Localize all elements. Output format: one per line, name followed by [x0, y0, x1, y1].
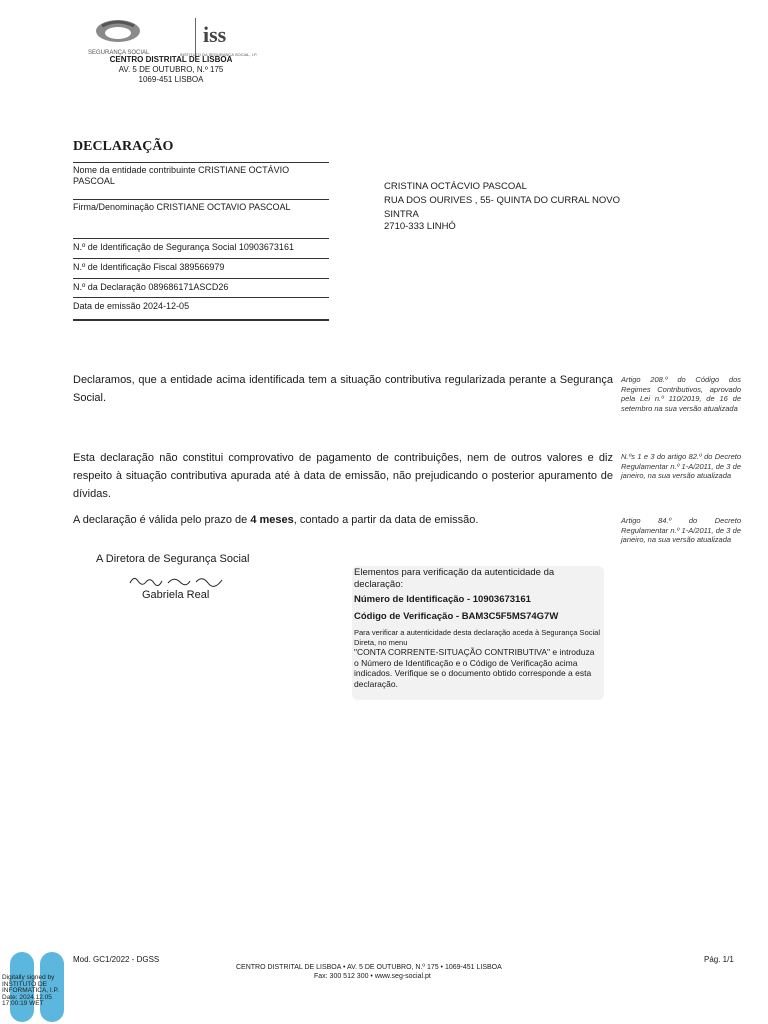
center-name: CENTRO DISTRITAL DE LISBOA [109, 55, 233, 64]
declaration-number-field: N.º da Declaração 089686171ASCD26 [73, 282, 229, 292]
page-number: Pág. 1/1 [704, 955, 734, 964]
verification-intro: Elementos para verificação da autenticidade da declaração: [354, 567, 555, 590]
digital-signature-text: Digitally signed by INSTITUTO DE INFORMATICA, I.P. Date: 2024.12.05 17:00:19 WET [2, 974, 59, 1007]
signature-scribble-icon [128, 573, 228, 589]
footer-address: CENTRO DISTRITAL DE LISBOA • AV. 5 DE OUTUBRO, N.º 175 • 1069-451 LISBOA [236, 964, 502, 971]
recipient-street: RUA DOS OURIVES , 55- QUINTA DO CURRAL NOVO [384, 195, 620, 206]
paragraph-situation: Declaramos, que a entidade acima identificada tem a situação contributiva regularizada perante a Segurança Social. [73, 374, 613, 404]
divider [73, 258, 329, 259]
recipient-name: CRISTINA OCTÁCVIO PASCOAL [384, 181, 527, 192]
signature-name: Gabriela Real [142, 589, 210, 601]
handwritten-signature [128, 573, 228, 589]
seguranca-social-logo [92, 18, 162, 52]
legal-note-2: N.ºs 1 e 3 do artigo 82.º do Decreto Regulamentar n.º 1-A/2011, de 3 de janeiro, na sua versão atualizada [621, 452, 741, 480]
divider [73, 162, 329, 163]
tax-id-field: N.º de Identificação Fiscal 389566979 [73, 262, 225, 272]
entity-name-field: Nome da entidade contribuinte CRISTIANE OCTÁVIO PASCOAL [73, 165, 290, 186]
verification-instructions-2: "CONTA CORRENTE-SITUAÇÃO CONTRIBUTIVA" e introduza o Número de Identificação e o Código de Verificação acima indicados. Verifique se o documento obtido corresponde a esta declaração. [354, 647, 595, 689]
divider [73, 199, 329, 200]
verification-content [354, 566, 600, 689]
model-code: Mod. GC1/2022 - DGSS [73, 955, 160, 964]
divider [73, 238, 329, 239]
center-city: 1069-451 LISBOA [138, 75, 204, 84]
verification-id: Número de Identificação - 10903673161 [354, 594, 531, 605]
divider [73, 297, 329, 298]
validity-text-start: A declaração é válida pelo prazo de [73, 514, 251, 526]
divider [73, 319, 329, 321]
recipient-address [384, 181, 620, 233]
validity-period: 4 meses [250, 514, 294, 526]
footer-contact: Fax: 300 512 300 • www.seg-social.pt [314, 973, 431, 980]
page-title: DECLARAÇÃO [73, 139, 174, 154]
logo-text-instituto: INSTITUTO DA SEGURANÇA SOCIAL, I.P. [180, 52, 258, 57]
iss-logo: iss [203, 22, 227, 47]
legal-note-3: Artigo 84.º do Decreto Regulamentar n.º 1-A/2011, de 3 de janeiro, na sua versão atualizada [621, 516, 741, 544]
logo-text-seguranca-social: SEGURANÇA SOCIAL [88, 50, 150, 56]
seguranca-social-emblem-icon [92, 18, 162, 52]
firm-name-field: Firma/Denominação CRISTIANE OCTAVIO PASCOAL [73, 202, 291, 212]
recipient-locality: SINTRA [384, 209, 419, 220]
issue-date-field: Data de emissão 2024-12-05 [73, 301, 190, 311]
header-address [100, 55, 242, 85]
verification-instructions-1: Para verificar a autenticidade desta declaração aceda à Segurança Social Direta, no menu [354, 628, 600, 647]
legal-note-1: Artigo 208.º do Código dos Regimes Contributivos, aprovado pela Lei n.º 110/2019, de 16 de setembro na sua versão atualizada [621, 375, 741, 413]
divider [73, 278, 329, 279]
recipient-postal: 2710-333 LINHÓ [384, 221, 456, 232]
ss-id-field: N.º de Identificação de Segurança Social 10903673161 [73, 242, 294, 252]
paragraph-validity [73, 511, 613, 529]
paragraph-disclaimer: Esta declaração não constitui comprovativo de pagamento de contribuições, nem de outros valores e diz respeito à situação contributiva apurada até à data de emissão, não prejudicando o posterior apuramento de dívidas. [73, 452, 613, 500]
center-address: AV. 5 DE OUTUBRO, N.º 175 [118, 65, 224, 74]
verification-box [352, 566, 604, 700]
signature-role: A Diretora de Segurança Social [96, 553, 250, 565]
validity-text-end: , contado a partir da data de emissão. [293, 514, 479, 526]
verification-code: Código de Verificação - BAM3C5F5MS74G7W [354, 610, 559, 622]
